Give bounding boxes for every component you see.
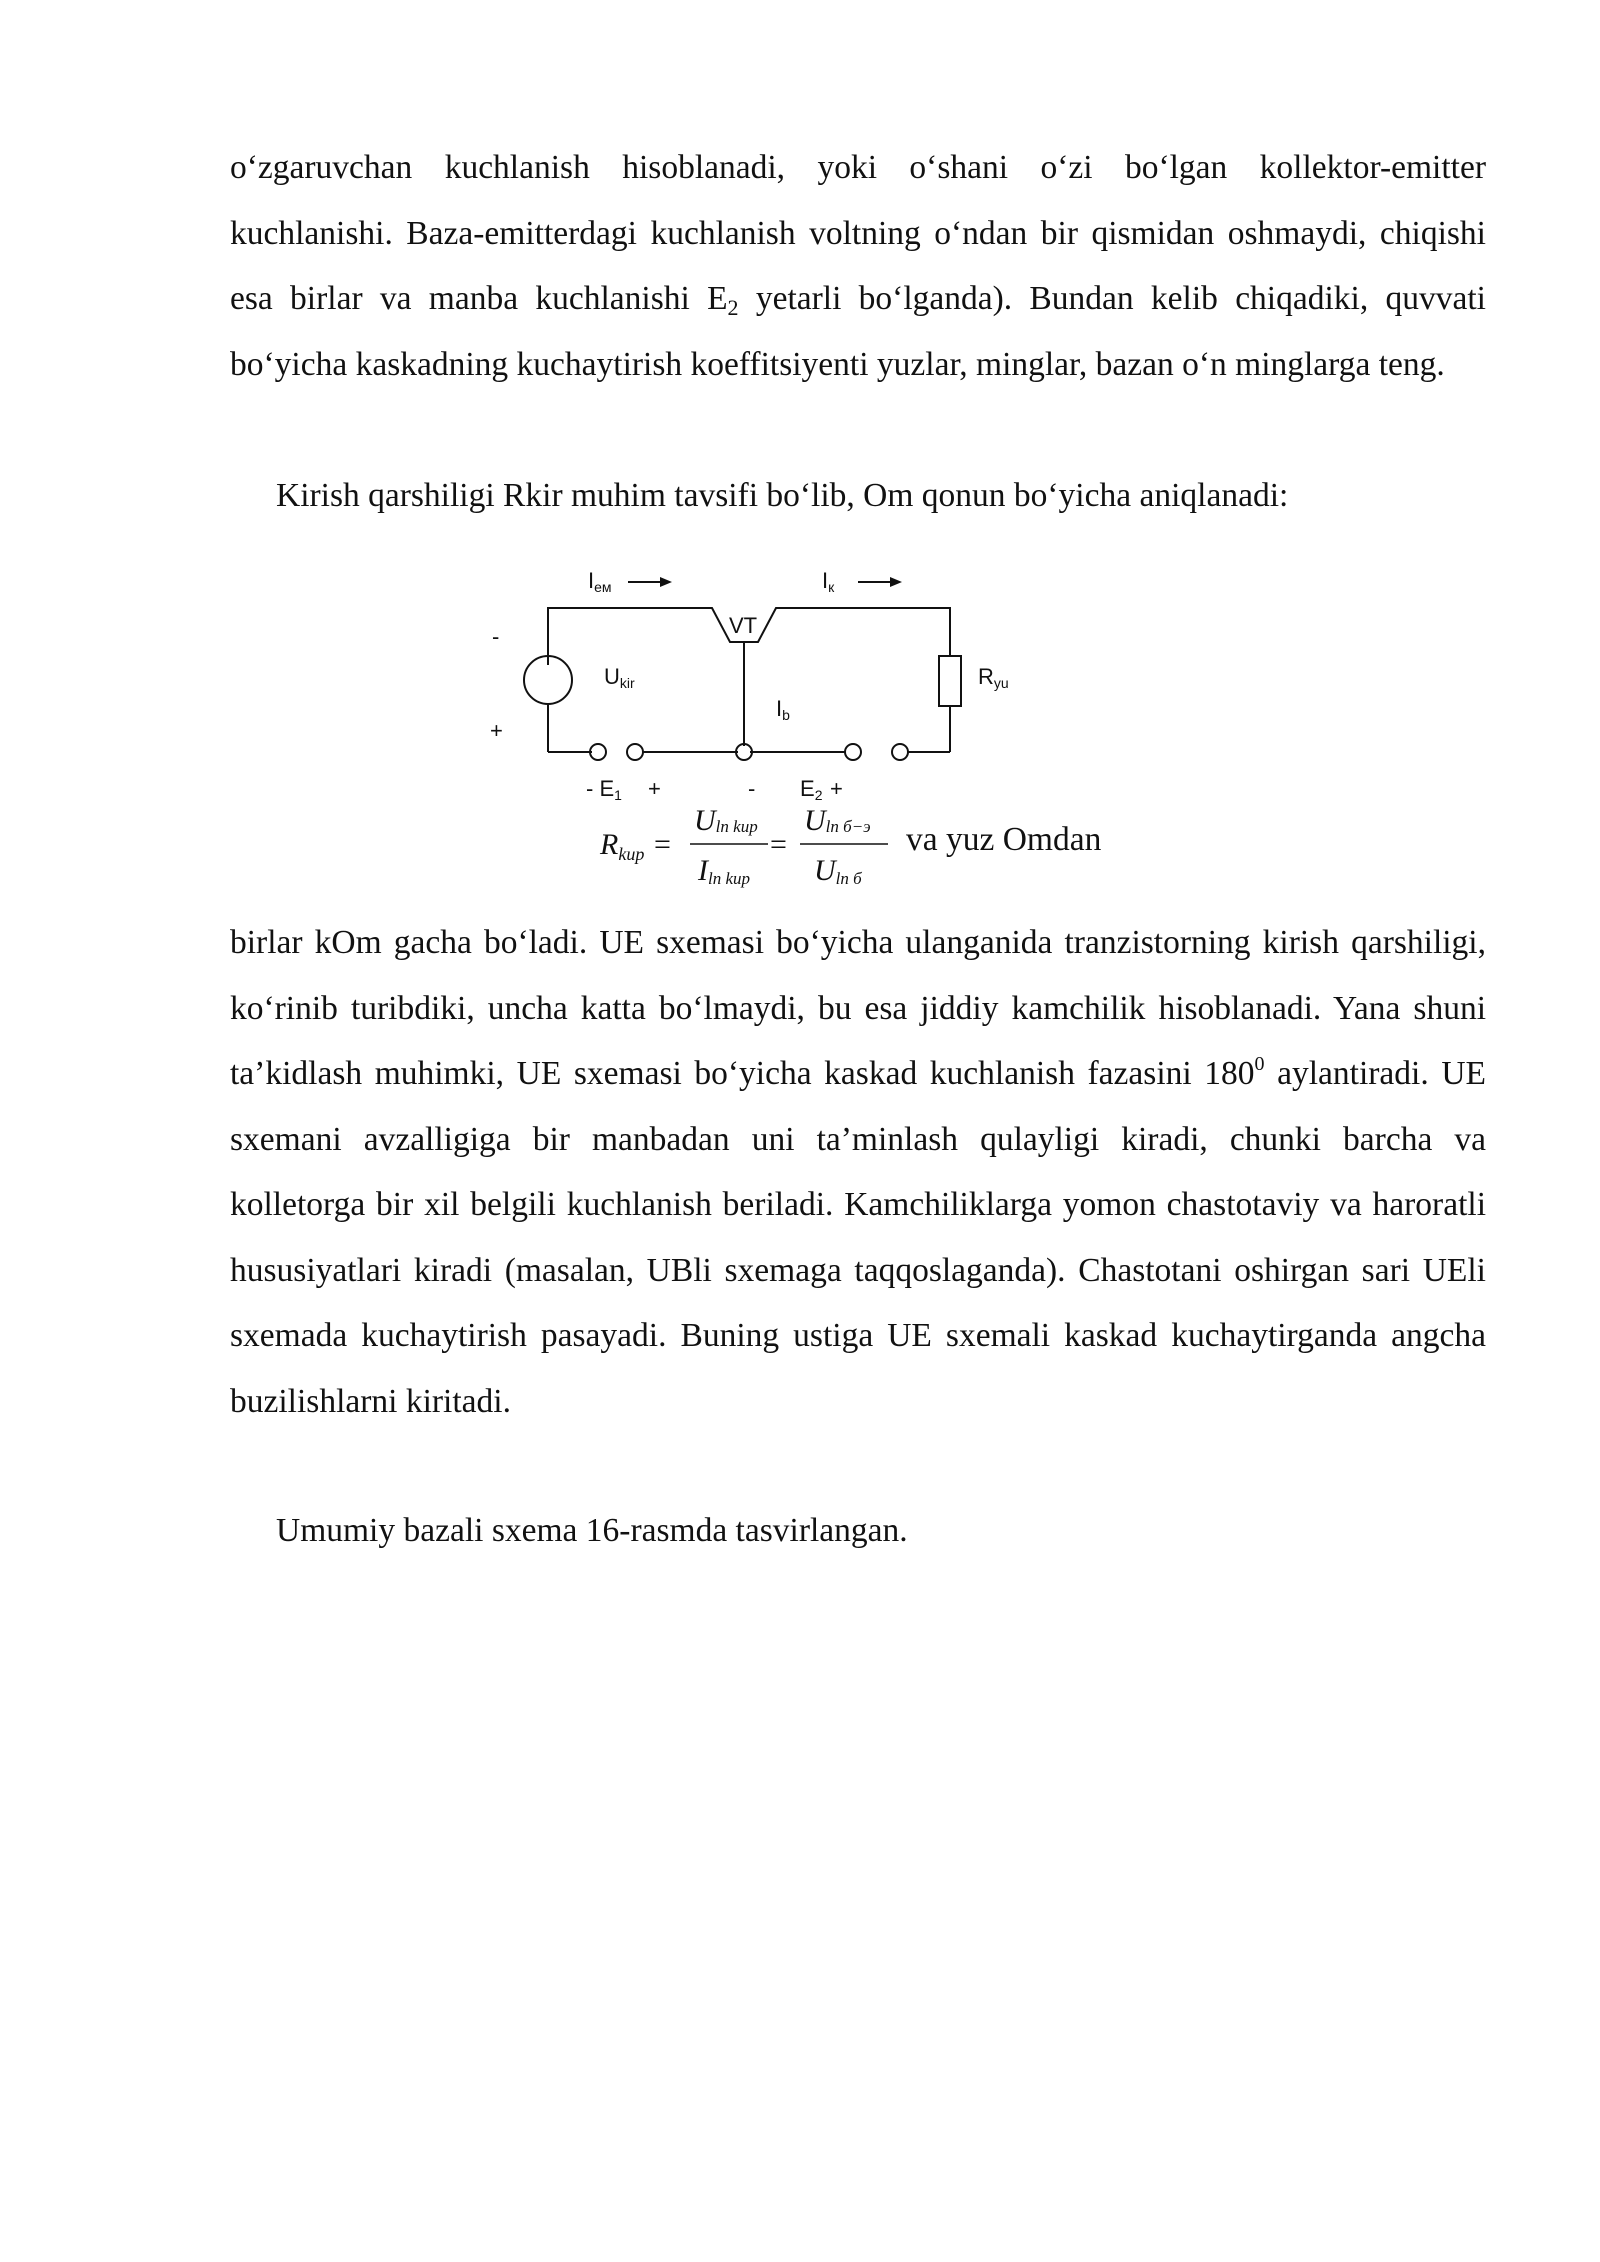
arrow-head-ik [890, 577, 902, 587]
paragraph-1-subscript: 2 [727, 295, 739, 320]
paragraph-3 [230, 910, 1486, 1434]
label-plus-left: + [490, 718, 503, 743]
label-ukir: Ukir [604, 664, 635, 691]
formula-svg [590, 800, 1150, 910]
formula-eq-1: = [654, 828, 671, 861]
paragraph-3-text-a: birlar kOm gacha bo‘ladi. UE sxemasi bo‘yicha ulanganida tranzistorning kirish qarshiligi, ko‘rinib turibdiki, uncha katta bo‘lmaydi, bu esa jiddiy kamchilik hisoblanadi. Yana shuni ta’kidlash muhimki, UE sxemasi bo‘yicha kaskad kuchlanish fazasini 180 [230, 924, 1486, 1092]
formula-eq-2: = [770, 828, 787, 861]
label-vt: VT [729, 613, 758, 638]
formula-tail-text: va yuz Omdan [906, 821, 1102, 858]
paragraph-1-text-a: o‘zgaruvchan kuchlanish hisoblanadi, yoki o‘shani o‘zi bo‘lgan kollektor-emitter kuchlanishi. Baza-emitterdagi kuchlanish voltning o‘ndan bir qismidan oshmaydi, chiqishi esa birlar va manba kuchlanishi E [230, 149, 1486, 317]
formula-num-2: Uln б−э [804, 804, 871, 837]
paragraph-3-superscript: 0 [1254, 1053, 1265, 1075]
terminal-e1-minus [590, 744, 606, 760]
formula-num-1: Uln kup [694, 804, 758, 837]
label-ib: Ib [776, 696, 790, 723]
formula-rkir [590, 800, 1150, 910]
label-e2: E2 [800, 776, 823, 803]
paragraph-3-text-b: aylantiradi. UE sxemani avzalligiga bir manbadan uni ta’minlash qulayligi kiradi, chunki barcha va kolletorga bir xil belgili kuchlanish beriladi. Kamchiliklarga yomon chastotaviy va haroratli hususiyatlari kiradi (masalan, UBli sxemaga taqqoslaganda). Chastotani oshirgan sari UEli sxemada kuchaytirish pasayadi. Buning ustiga UE sxemali kaskad kuchaytirganda angcha buzilishlarni kiritadi. [230, 1055, 1486, 1420]
resistor-symbol [939, 656, 961, 706]
label-minus-left: - [492, 624, 500, 649]
terminal-e1-plus [627, 744, 643, 760]
terminal-e2-plus [845, 744, 861, 760]
formula-lhs: $R_{kup}$ [600, 828, 645, 864]
paragraph-2: Kirish qarshiligi Rkir muhim tavsifi bo‘lib, Om qonun bo‘yicha aniqlanadi: [276, 477, 1289, 514]
formula-den-1: Iln kup [698, 854, 751, 888]
arrow-head-iem [660, 577, 672, 587]
label-e1-plus: + [648, 776, 661, 801]
label-e2-plus: + [830, 776, 843, 801]
label-e1: - E1 [586, 776, 622, 803]
label-ryu: Ryu [978, 664, 1009, 691]
label-iem: Iем [588, 568, 612, 595]
terminal-right [892, 744, 908, 760]
terminal-common [736, 744, 752, 760]
paragraph-1 [230, 135, 1486, 397]
paragraph-4: Umumiy bazali sxema 16-rasmda tasvirlangan. [276, 1512, 908, 1549]
formula-den-2: Uln б [814, 854, 862, 888]
paragraph-1-text-b: yetarli bo‘lganda). Bundan kelib chiqadiki, quvvati bo‘yicha kaskadning kuchaytirish koeffitsiyenti yuzlar, minglar, bazan o‘n minglarga teng. [230, 280, 1486, 383]
label-ik: Iк [822, 568, 835, 595]
label-minus-mid: - [748, 776, 756, 801]
